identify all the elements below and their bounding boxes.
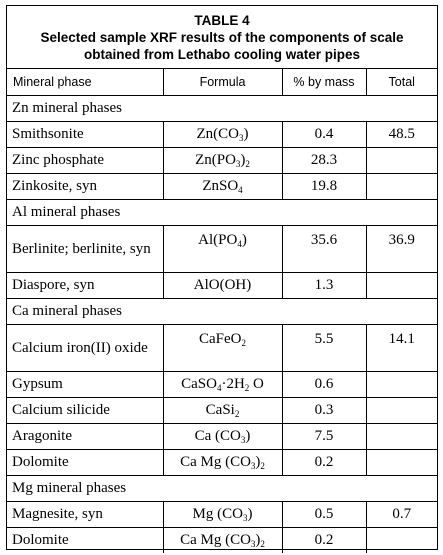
caption-line-1: Selected sample XRF results of the components of scale: [40, 30, 404, 45]
percent-by-mass-cell: 19.8: [282, 174, 366, 200]
formula-cell: Ca Mg $(CO_3)_2$: [163, 450, 282, 476]
total-cell: [366, 424, 437, 450]
total-cell: [366, 148, 437, 174]
formula-cell: ZnSO$_4$: [163, 174, 282, 200]
table-body: [7, 96, 437, 554]
formula-cell: AlO(OH): [163, 273, 282, 299]
percent-by-mass-cell: 0.6: [282, 372, 366, 398]
table-container: [6, 5, 438, 550]
formula-cell: Ca Mg $(CO_3)_2$: [163, 528, 282, 554]
table-row: [7, 450, 437, 476]
percent-by-mass-cell: 0.2: [282, 450, 366, 476]
table-caption: [7, 6, 437, 68]
total-cell: 0.7: [366, 502, 437, 528]
header-formula: Formula: [163, 69, 282, 96]
mineral-phase-cell: Diaspore, syn: [7, 273, 163, 299]
group-header-row: [7, 96, 437, 122]
formula-cell: CaSi$_2$: [163, 398, 282, 424]
formula-cell: $CaSO_4\cdot 2H_2$ O: [163, 372, 282, 398]
table-row: [7, 148, 437, 174]
table-row: [7, 424, 437, 450]
header-row: [7, 69, 437, 96]
group-header-row: [7, 476, 437, 502]
formula-cell: Ca $(CO_3)$: [163, 424, 282, 450]
formula-cell: $Zn(CO_3)$: [163, 122, 282, 148]
group-label: Al mineral phases: [7, 200, 437, 226]
header-total: Total: [366, 69, 437, 96]
xrf-results-table: [7, 68, 437, 553]
total-cell: 36.9: [366, 226, 437, 273]
total-cell: [366, 528, 437, 554]
table-row: [7, 502, 437, 528]
mineral-phase-cell: Calcium silicide: [7, 398, 163, 424]
mineral-phase-cell: Dolomite: [7, 450, 163, 476]
table-row: [7, 226, 437, 273]
header-percent-by-mass: % by mass: [282, 69, 366, 96]
percent-by-mass-cell: 1.3: [282, 273, 366, 299]
table-row: [7, 273, 437, 299]
table-row: [7, 325, 437, 372]
mineral-phase-cell: Berlinite; berlinite, syn: [7, 226, 163, 273]
table-row: [7, 528, 437, 554]
percent-by-mass-cell: 0.4: [282, 122, 366, 148]
total-cell: [366, 398, 437, 424]
table-row: [7, 122, 437, 148]
group-header-row: [7, 200, 437, 226]
group-label: Mg mineral phases: [7, 476, 437, 502]
table-row: [7, 372, 437, 398]
mineral-phase-cell: Dolomite: [7, 528, 163, 554]
total-cell: [366, 372, 437, 398]
total-cell: 14.1: [366, 325, 437, 372]
group-label: Zn mineral phases: [7, 96, 437, 122]
percent-by-mass-cell: 35.6: [282, 226, 366, 273]
formula-cell: Mg $(CO_3)$: [163, 502, 282, 528]
group-label: Ca mineral phases: [7, 299, 437, 325]
mineral-phase-cell: Aragonite: [7, 424, 163, 450]
formula-cell: CaFeO$_2$: [163, 325, 282, 372]
percent-by-mass-cell: 0.2: [282, 528, 366, 554]
mineral-phase-cell: Calcium iron(II) oxide: [7, 325, 163, 372]
header-mineral-phase: Mineral phase: [7, 69, 163, 96]
percent-by-mass-cell: 0.3: [282, 398, 366, 424]
percent-by-mass-cell: 0.5: [282, 502, 366, 528]
total-cell: [366, 174, 437, 200]
total-cell: 48.5: [366, 122, 437, 148]
total-cell: [366, 273, 437, 299]
mineral-phase-cell: Smithsonite: [7, 122, 163, 148]
formula-cell: $Zn(PO_3)_2$: [163, 148, 282, 174]
table-row: [7, 174, 437, 200]
mineral-phase-cell: Zinkosite, syn: [7, 174, 163, 200]
total-cell: [366, 450, 437, 476]
percent-by-mass-cell: 28.3: [282, 148, 366, 174]
table-number: TABLE 4: [194, 13, 250, 28]
percent-by-mass-cell: 5.5: [282, 325, 366, 372]
caption-line-2: obtained from Lethabo cooling water pipes: [83, 47, 361, 62]
mineral-phase-cell: Gypsum: [7, 372, 163, 398]
group-header-row: [7, 299, 437, 325]
formula-cell: $Al(PO_4)$: [163, 226, 282, 273]
percent-by-mass-cell: 7.5: [282, 424, 366, 450]
table-row: [7, 398, 437, 424]
mineral-phase-cell: Magnesite, syn: [7, 502, 163, 528]
mineral-phase-cell: Zinc phosphate: [7, 148, 163, 174]
